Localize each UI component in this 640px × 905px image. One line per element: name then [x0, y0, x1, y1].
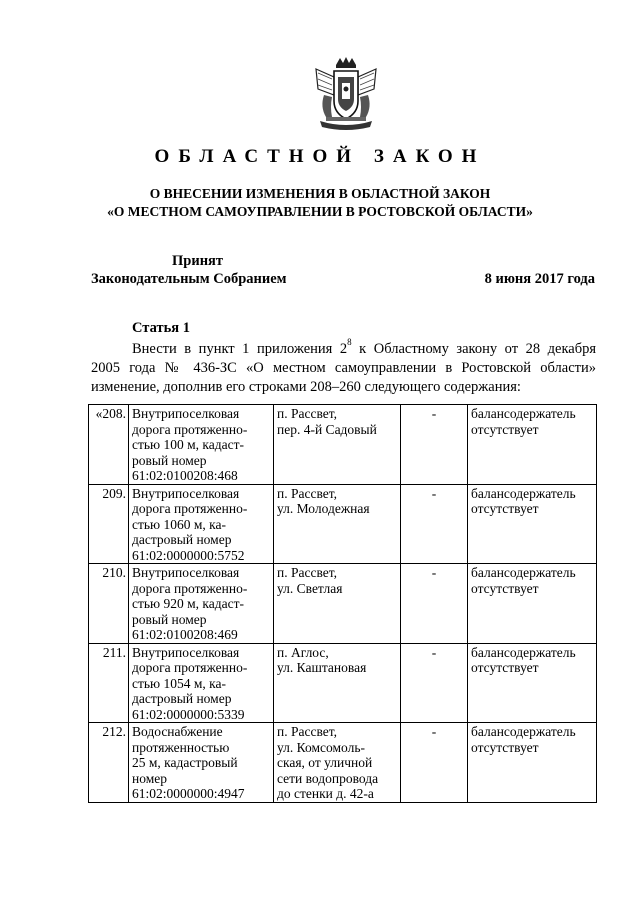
cell-line: 61:02:0000000:4947	[132, 786, 245, 801]
table-row	[89, 723, 597, 803]
cell-line: дастровый номер	[132, 532, 232, 547]
cell-line: дастровый номер	[132, 691, 232, 706]
cell-line: Водоснабжение	[132, 724, 223, 739]
cell-line: Внутрипоселковая	[132, 565, 240, 580]
row-number: 209.	[89, 484, 129, 564]
row-number: 212.	[89, 723, 129, 803]
cell-line: дорога протяженно-	[132, 421, 248, 437]
cell-line: дорога протяженно-	[132, 580, 248, 596]
cell-line: п. Рассвет,	[277, 485, 338, 501]
cell-line: 61:02:0100208:469	[132, 627, 238, 642]
balance-holder	[468, 723, 597, 803]
adopting-body: Законодательным Собранием	[91, 271, 287, 287]
cell-line: ул. Молодежная	[277, 501, 370, 516]
cell-line: дорога протяженно-	[132, 501, 248, 516]
law-title: ОБЛАСТНОЙ ЗАКОН	[154, 146, 486, 167]
cell-line: ул. Светлая	[277, 580, 343, 596]
cell-line: балансодержатель	[471, 406, 576, 421]
empty-marker: -	[401, 643, 468, 723]
balance-holder	[468, 484, 597, 564]
objects-table	[88, 404, 597, 803]
row-number: «208.	[89, 405, 129, 485]
superscript: 8	[347, 337, 352, 348]
cell-line: п. Аглос,	[277, 644, 329, 660]
cell-line: отсутствует	[471, 739, 539, 755]
article-heading: Статья 1	[132, 320, 190, 336]
object-description	[129, 405, 274, 485]
cell-line: 61:02:0100208:468	[132, 468, 238, 483]
cell-line: балансодержатель	[471, 724, 576, 739]
cell-line: отсутствует	[471, 421, 539, 437]
cell-line: п. Рассвет,	[277, 565, 338, 580]
cell-line: ровый номер	[132, 452, 207, 468]
cell-line: отсутствует	[471, 580, 539, 596]
article-text	[91, 337, 596, 397]
cell-line: отсутствует	[471, 660, 539, 675]
article-line-3: изменение, дополнив его строками 208–260 следующего содержания:	[91, 379, 521, 395]
cell-line: до стенки д. 42-а	[277, 786, 374, 801]
table-row	[89, 405, 597, 485]
empty-marker: -	[401, 723, 468, 803]
cell-line: стью 1060 м, ка-	[132, 516, 227, 532]
article-line-2: 2005 года № 436-ЗС «О местном самоуправлении в Ростовской области»	[91, 360, 596, 376]
adoption-date: 8 июня 2017 года	[484, 271, 595, 287]
cell-line: балансодержатель	[471, 644, 576, 660]
empty-marker: -	[401, 484, 468, 564]
table-row	[89, 484, 597, 564]
cell-line: стью 100 м, кадаст-	[132, 437, 245, 452]
law-subtitle-line2: «О МЕСТНОМ САМОУПРАВЛЕНИИ В РОСТОВСКОЙ ОБЛАСТИ»	[107, 204, 533, 219]
cell-line: ровый номер	[132, 611, 207, 627]
object-description	[129, 564, 274, 644]
cell-line: 25 м, кадастровый	[132, 755, 238, 770]
cell-line: балансодержатель	[471, 565, 576, 580]
cell-line: протяженностью	[132, 739, 230, 755]
object-description	[129, 643, 274, 723]
adopted-label: Принят	[172, 253, 224, 269]
row-number: 210.	[89, 564, 129, 644]
cell-line: 61:02:0000000:5752	[132, 547, 245, 563]
object-address	[274, 723, 401, 803]
cell-line: п. Рассвет,	[277, 724, 338, 739]
balance-holder	[468, 564, 597, 644]
cell-line: сети водопровода	[277, 770, 379, 786]
cell-line: номер	[132, 770, 168, 786]
cell-line: ул. Комсомоль-	[277, 739, 366, 755]
object-address	[274, 643, 401, 723]
table-row	[89, 643, 597, 723]
cell-line: стью 920 м, кадаст-	[132, 596, 245, 611]
coat-of-arms-emblem	[310, 55, 382, 133]
cell-line: дорога протяженно-	[132, 660, 248, 675]
law-subtitle-line1: О ВНЕСЕНИИ ИЗМЕНЕНИЯ В ОБЛАСТНОЙ ЗАКОН	[149, 186, 491, 201]
object-address	[274, 405, 401, 485]
cell-line: балансодержатель	[471, 485, 576, 501]
table-row	[89, 564, 597, 644]
balance-holder	[468, 643, 597, 723]
empty-marker: -	[401, 405, 468, 485]
object-address	[274, 484, 401, 564]
article-line-1: Внести в пункт 1 приложения $2^8$ к Областному закону от 28 декабря	[132, 337, 596, 357]
cell-line: стью 1054 м, ка-	[132, 675, 227, 691]
row-number: 211.	[89, 643, 129, 723]
cell-line: пер. 4-й Садовый	[277, 421, 377, 437]
object-description	[129, 723, 274, 803]
object-address	[274, 564, 401, 644]
cell-line: п. Рассвет,	[277, 406, 338, 421]
cell-line: Внутрипоселковая	[132, 485, 240, 501]
object-description	[129, 484, 274, 564]
cell-line: ул. Каштановая	[277, 660, 367, 675]
cell-line: отсутствует	[471, 501, 539, 516]
cell-line: Внутрипоселковая	[132, 406, 240, 421]
cell-line: 61:02:0000000:5339	[132, 706, 245, 722]
cell-line: ская, от уличной	[277, 755, 373, 770]
empty-marker: -	[401, 564, 468, 644]
cell-line: Внутрипоселковая	[132, 644, 240, 660]
balance-holder	[468, 405, 597, 485]
